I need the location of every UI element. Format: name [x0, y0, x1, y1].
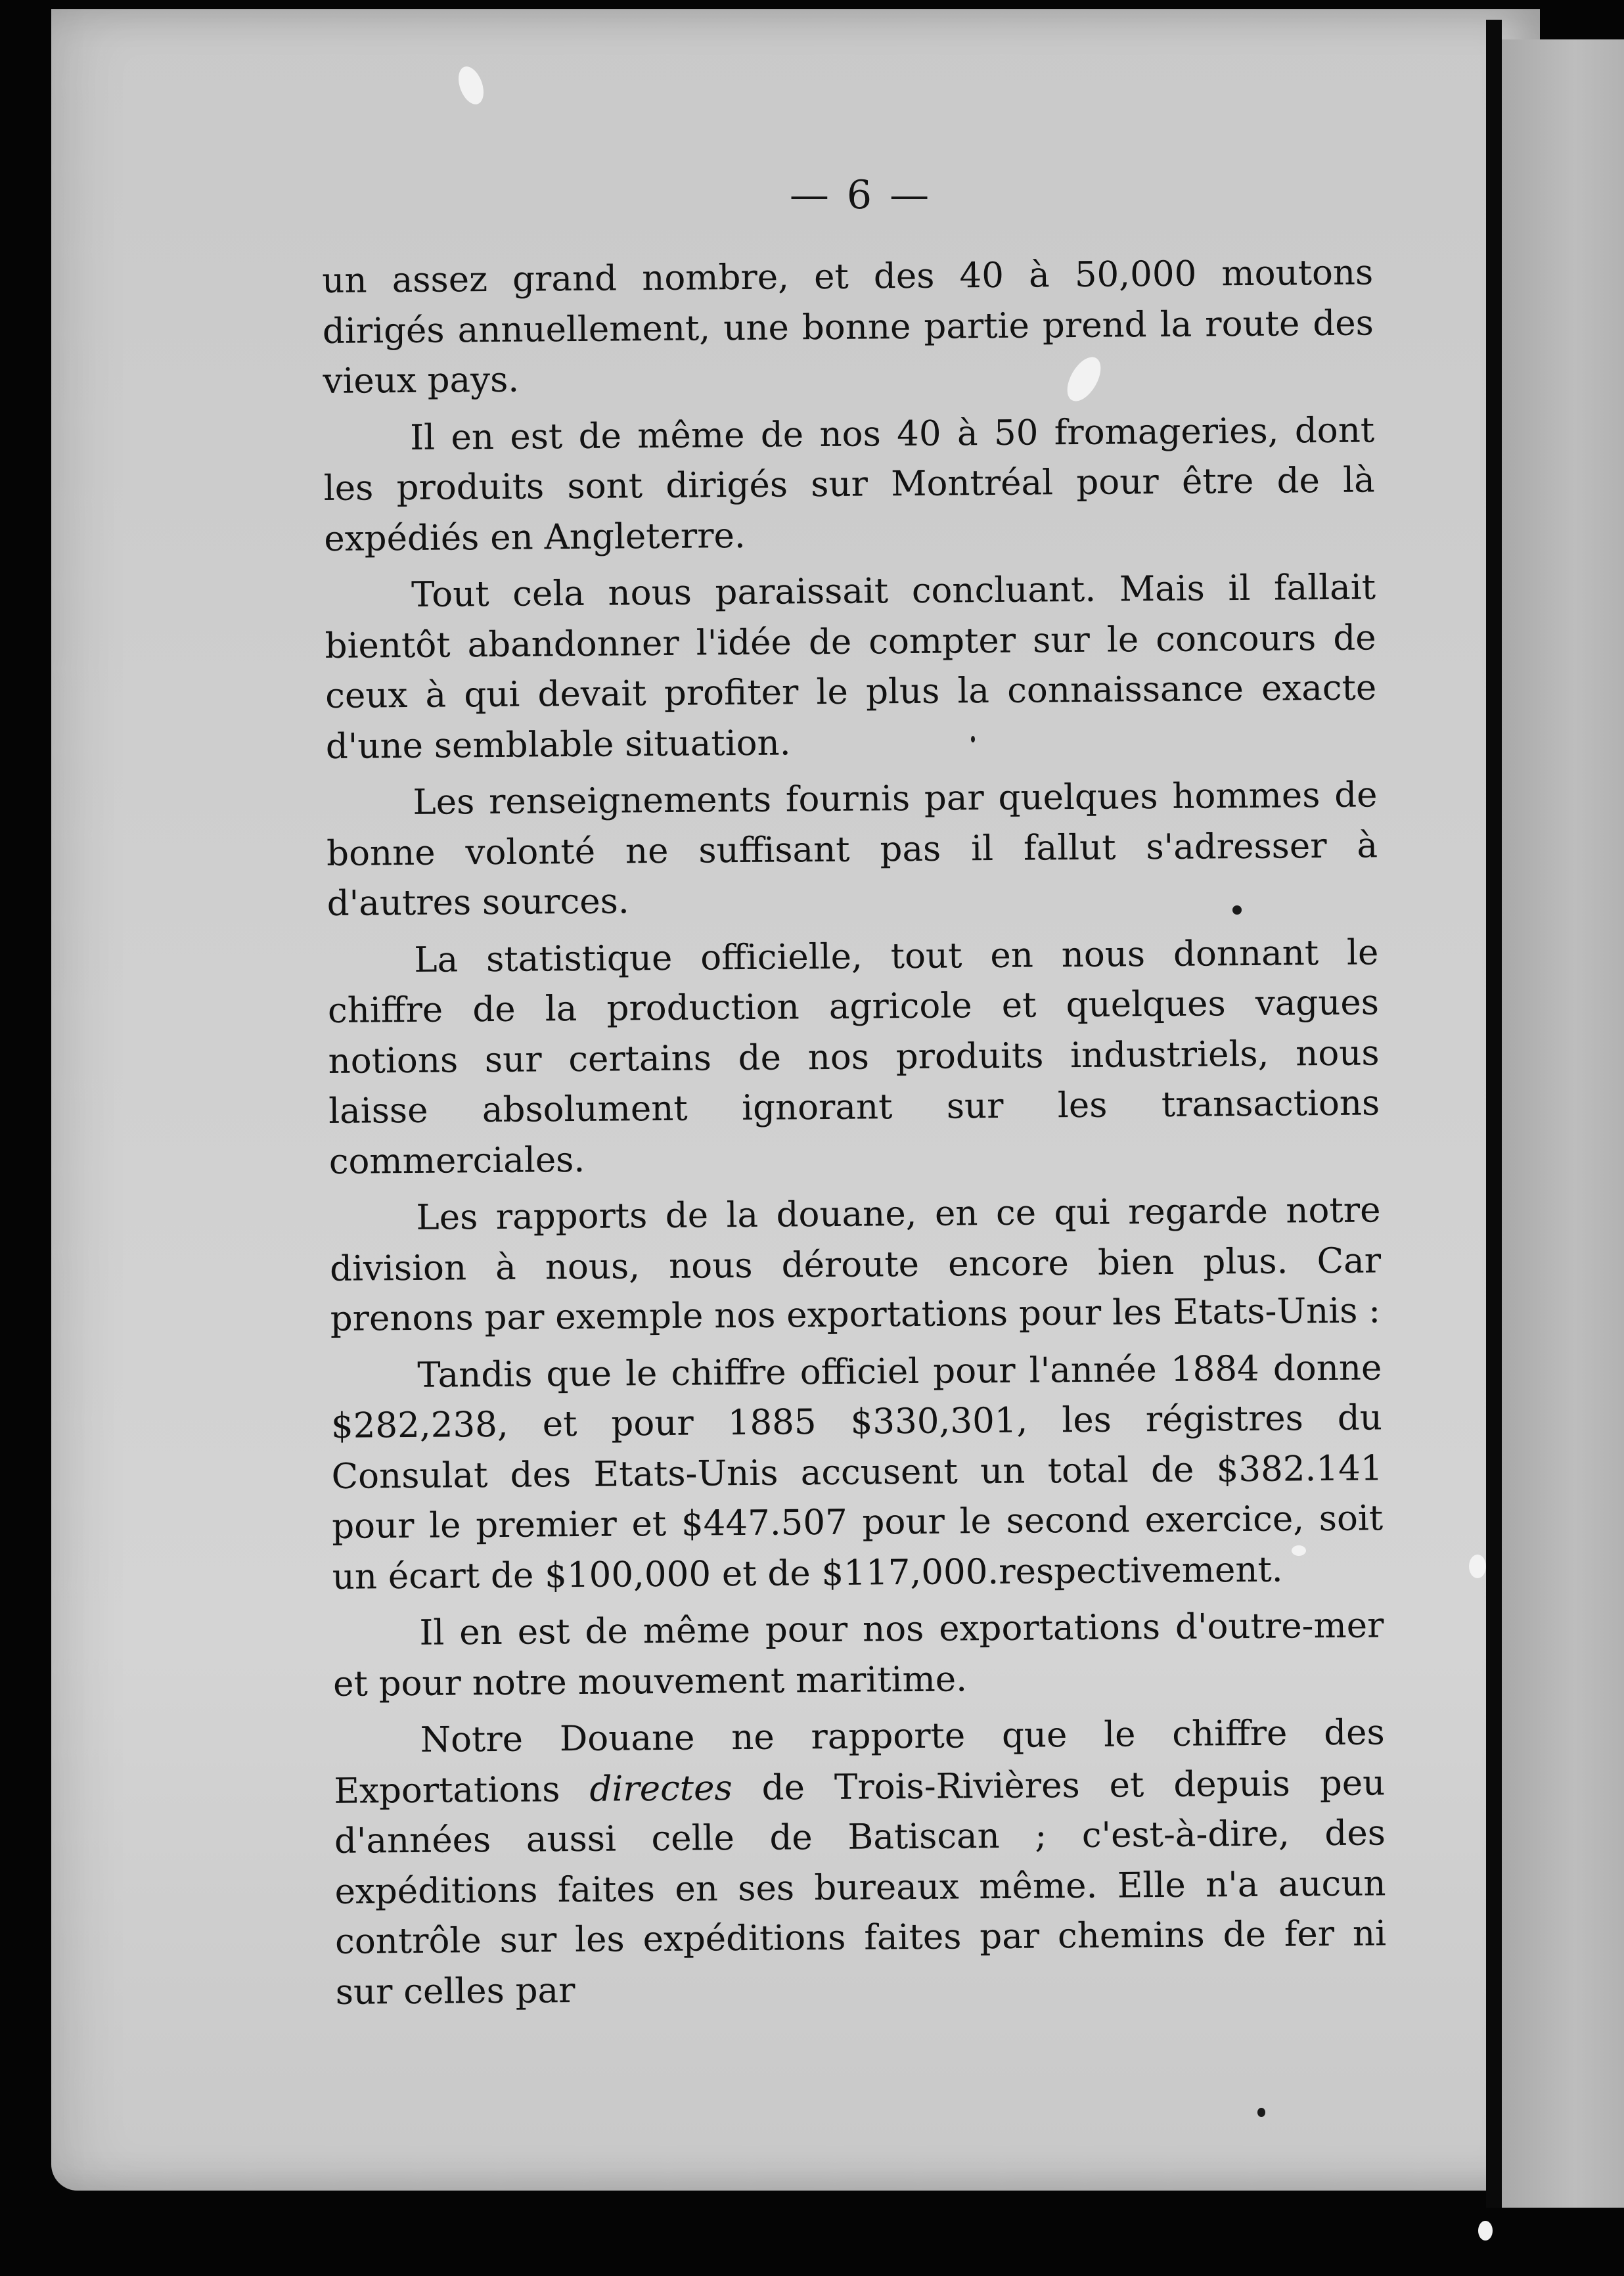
paragraph-2: Il en est de même de nos 40 à 50 fromageries, dont les produits sont dirigés sur Montréal pour être de là expédiés en Angleterre. [323, 409, 1375, 559]
scan-speck [1469, 1555, 1486, 1578]
paragraph-8: Il en est de même pour nos exportations d'outre-mer et pour notre mouvement maritime. [332, 1605, 1384, 1704]
facing-page-edge [1502, 39, 1624, 2208]
body-text [322, 248, 1387, 2024]
paragraph-9-text-after: de Trois-Rivières et depuis peu d'années aussi celle de Batiscan ; c'est-à-dire, des expéditions faites en ses bureaux même. Elle n'a aucun contrôle sur les expéditions faites par chemins de fer ni sur celles par [334, 1762, 1387, 2013]
paragraph-6: Les rapports de la douane, en ce qui regarde notre division à nous, nous déroute encore bien plus. Car prenons par exemple nos exportations pour les Etats-Unis : [329, 1190, 1382, 1339]
scan-speck [1478, 2221, 1493, 2241]
scan-speck [1257, 2108, 1265, 2117]
page-number: — 6 — [789, 172, 932, 218]
book-gutter [1486, 20, 1502, 2208]
paragraph-4: Les renseignements fournis par quelques hommes de bonne volonté ne suffisant pas il fallut s'adresser à d'autres sources. [326, 775, 1378, 924]
paragraph-1: un assez grand nombre, et des 40 à 50,000 moutons dirigés annuellement, une bonne partie prend la route des vieux pays. [322, 252, 1374, 401]
paragraph-9-emphasis: directes [589, 1767, 733, 1809]
paragraph-3: Tout cela nous paraissait concluant. Mais il fallait bientôt abandonner l'idée de compter sur le concours de ceux à qui devait profiter le plus la connaissance exacte d'une semblable situation. [325, 567, 1377, 767]
paragraph-5: La statistique officielle, tout en nous donnant le chiffre de la production agricole et quelques vagues notions sur certains de nos produits industriels, nous laisse absolument ignorant sur les transactions commerciales. [327, 932, 1380, 1182]
paragraph-7: Tandis que le chiffre officiel pour l'année 1884 donne $282,238, et pour 1885 $330,301, les régistres du Consulat des Etats-Unis accusent un total de $382.141 pour le premier et $447.507 pour le second exercice, soit un écart de $100,000 et de $117,000.respectivement. [330, 1347, 1384, 1597]
paragraph-9-text-before: Notre Douane ne rapporte que le chiffre des Exportations [334, 1712, 1385, 1811]
paragraph-9 [333, 1708, 1387, 2018]
